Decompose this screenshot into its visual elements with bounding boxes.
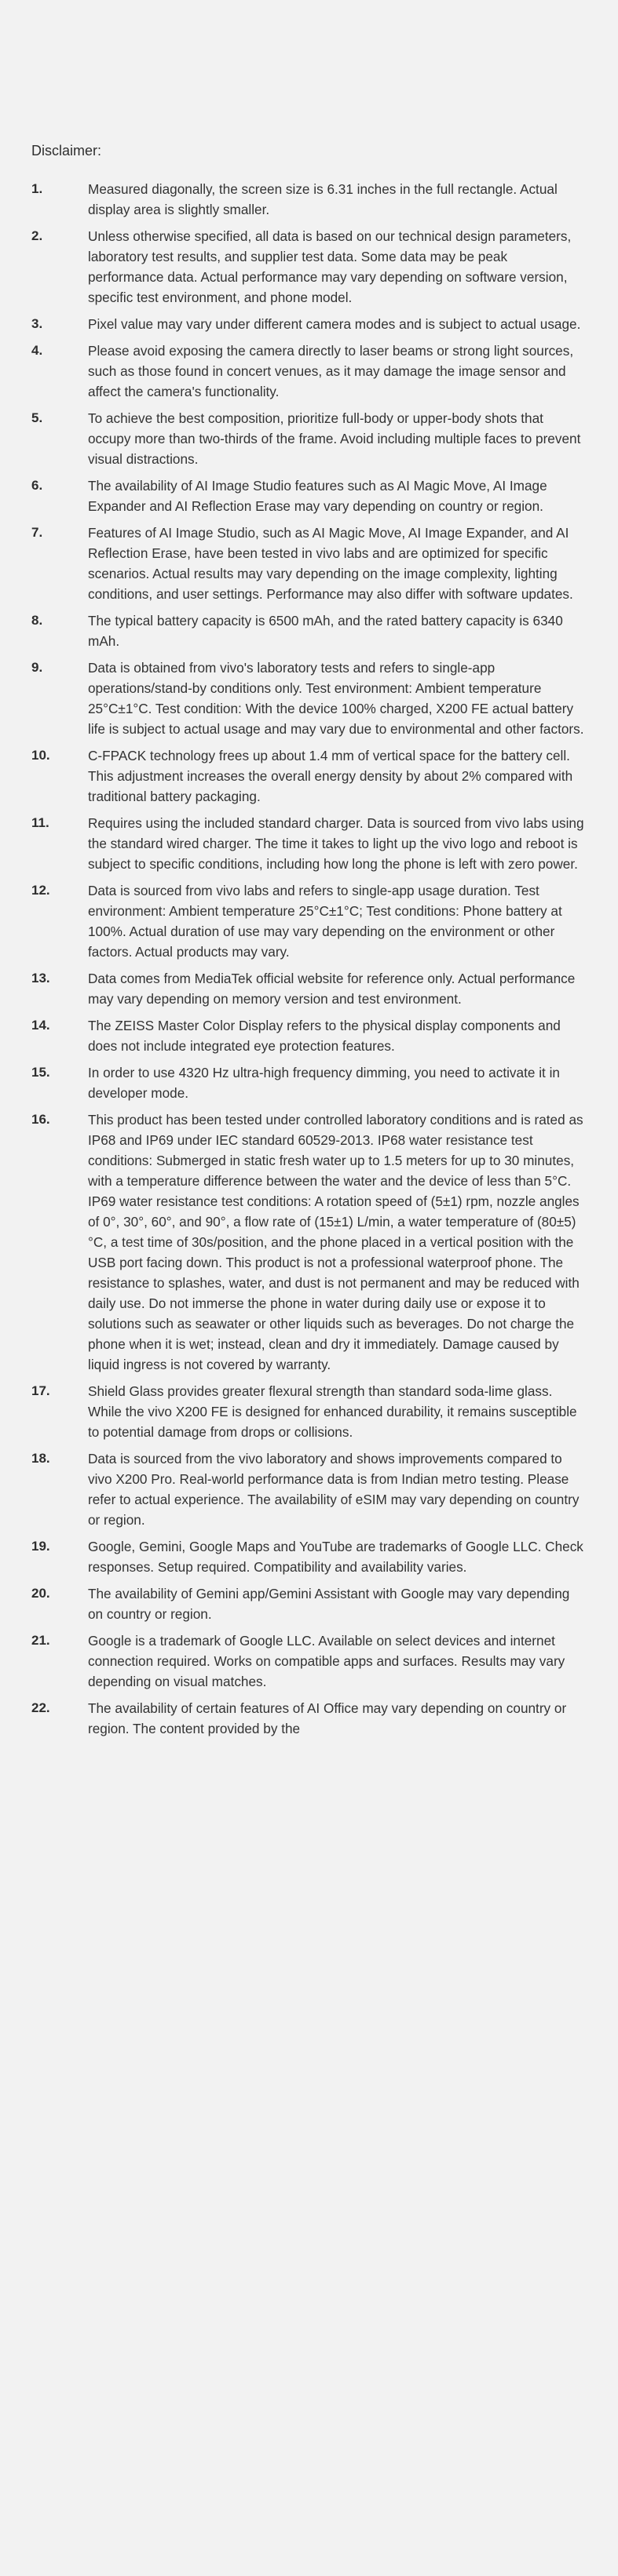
disclaimer-item xyxy=(31,341,587,402)
disclaimer-item-number: 13. xyxy=(31,971,50,986)
disclaimer-item-number: 2. xyxy=(31,228,43,243)
disclaimer-item-text: Pixel value may vary under different camera modes and is subject to actual usage. xyxy=(88,316,581,332)
disclaimer-item-number: 20. xyxy=(31,1586,50,1601)
disclaimer-item-number: 11. xyxy=(31,815,49,830)
disclaimer-item-number: 8. xyxy=(31,613,43,628)
disclaimer-item-number: 5. xyxy=(31,410,43,425)
disclaimer-item-text: The ZEISS Master Color Display refers to the physical display components and does not include integrated eye protection features. xyxy=(88,1018,561,1054)
disclaimer-item-text: The typical battery capacity is 6500 mAh, and the rated battery capacity is 6340 mAh. xyxy=(88,613,563,649)
disclaimer-title: Disclaimer: xyxy=(31,143,102,158)
disclaimer-item-text: Data is sourced from the vivo laboratory and shows improvements compared to vivo X200 Pro. Real-world performance data is from Indian metro testing. Please refer to actual experience. The availability of eSIM may vary depending on country or region. xyxy=(88,1451,580,1528)
disclaimer-item xyxy=(31,610,587,651)
disclaimer-item-text: In order to use 4320 Hz ultra-high frequency dimming, you need to activate it in developer mode. xyxy=(88,1065,560,1101)
disclaimer-item-number: 10. xyxy=(31,748,50,763)
disclaimer-item-number: 17. xyxy=(31,1383,50,1398)
disclaimer-item-text: Please avoid exposing the camera directly to laser beams or strong light sources, such as those found in concert venues, as it may damage the image sensor and affect the camera's functionality. xyxy=(88,343,574,399)
disclaimer-list xyxy=(31,179,587,1739)
disclaimer-item xyxy=(31,658,587,739)
disclaimer-item xyxy=(31,1062,587,1103)
disclaimer-item-number: 15. xyxy=(31,1065,50,1080)
disclaimer-item-text: Data is sourced from vivo labs and refers to single-app usage duration. Test environment: Ambient temperature 25°C±1°C; Test conditions: Phone battery at 100%. Actual duration of use may vary depending on the environment or other factors. Actual products may vary. xyxy=(88,883,562,960)
disclaimer-item-number: 7. xyxy=(31,525,43,540)
disclaimer-item-text: C-FPACK technology frees up about 1.4 mm of vertical space for the battery cell. This adjustment increases the overall energy density by about 2% compared with traditional battery packaging. xyxy=(88,748,573,804)
disclaimer-item-text: Measured diagonally, the screen size is 6.31 inches in the full rectangle. Actual display area is slightly smaller. xyxy=(88,181,558,217)
disclaimer-item-text: Google is a trademark of Google LLC. Available on select devices and internet connection required. Works on compatible apps and surfaces. Results may vary depending on visual matches. xyxy=(88,1633,565,1689)
disclaimer-item-text: Data is obtained from vivo's laboratory tests and refers to single-app operations/stand-by conditions only. Test environment: Ambient temperature 25°C±1°C. Test condition: With the device 100% charged, X200 FE actual battery life is subject to actual usage and may vary due to environmental and other factors. xyxy=(88,660,584,737)
disclaimer-item-number: 4. xyxy=(31,343,43,358)
disclaimer-item-text: Requires using the included standard charger. Data is sourced from vivo labs using the standard wired charger. The time it takes to light up the vivo logo and reboot is subject to specific conditions, including how long the phone is left with zero power. xyxy=(88,815,584,872)
disclaimer-item-number: 9. xyxy=(31,660,43,675)
disclaimer-item-number: 14. xyxy=(31,1018,50,1033)
disclaimer-item-number: 6. xyxy=(31,478,43,493)
disclaimer-item xyxy=(31,314,587,334)
disclaimer-item-text: Features of AI Image Studio, such as AI Magic Move, AI Image Expander, and AI Reflection Erase, have been tested in vivo labs and are optimized for specific scenarios. Actual results may vary depending on the image complexity, lighting conditions, and user settings. Performance may also differ with software updates. xyxy=(88,525,573,602)
disclaimer-item xyxy=(31,475,587,516)
disclaimer-item-number: 21. xyxy=(31,1633,50,1648)
disclaimer-item xyxy=(31,1448,587,1530)
disclaimer-item-number: 16. xyxy=(31,1112,50,1127)
disclaimer-item-text: Unless otherwise specified, all data is based on our technical design parameters, laboratory test results, and supplier test data. Some data may be peak performance data. Actual performance may vary depending on software version, specific test environment, and phone model. xyxy=(88,228,572,305)
disclaimer-item-text: The availability of Gemini app/Gemini Assistant with Google may vary depending on country or region. xyxy=(88,1586,570,1622)
disclaimer-item xyxy=(31,968,587,1009)
disclaimer-item xyxy=(31,1536,587,1577)
disclaimer-item-text: The availability of AI Image Studio features such as AI Magic Move, AI Image Expander and AI Reflection Erase may vary depending on country or region. xyxy=(88,478,547,514)
disclaimer-item-number: 19. xyxy=(31,1539,50,1554)
disclaimer-item-number: 3. xyxy=(31,316,43,331)
disclaimer-item-text: Data comes from MediaTek official website for reference only. Actual performance may vary depending on memory version and test environment. xyxy=(88,971,576,1007)
disclaimer-item xyxy=(31,1698,587,1739)
disclaimer-item xyxy=(31,813,587,874)
disclaimer-item xyxy=(31,523,587,604)
disclaimer-item xyxy=(31,745,587,807)
disclaimer-item-text: Shield Glass provides greater flexural strength than standard soda-lime glass. While the vivo X200 FE is designed for enhanced durability, it remains susceptible to potential damage from drops or collisions. xyxy=(88,1383,577,1440)
disclaimer-item xyxy=(31,880,587,962)
disclaimer-item-number: 12. xyxy=(31,883,50,898)
disclaimer-item-number: 1. xyxy=(31,181,43,196)
disclaimer-item xyxy=(31,226,587,308)
disclaimer-item xyxy=(31,179,587,220)
disclaimer-item xyxy=(31,1381,587,1442)
disclaimer-item-text: Google, Gemini, Google Maps and YouTube are trademarks of Google LLC. Check responses. Setup required. Compatibility and availability varies. xyxy=(88,1539,583,1575)
disclaimer-item xyxy=(31,408,587,469)
disclaimer-item-text: This product has been tested under controlled laboratory conditions and is rated as IP68 and IP69 under IEC standard 60529-2013. IP68 water resistance test conditions: Submerged in static fresh water up to 1.5 meters for up to 30 minutes, with a temperature difference between the water and the device of less than 5°C. IP69 water resistance test conditions: A rotation speed of (5±1) rpm, nozzle angles of 0°, 30°, 60°, and 90°, a flow rate of (15±1) L/min, a water temperature of (80±5)°C, a test time of 30s/position, and the phone placed in a vertical position with the USB port facing down. This product is not a professional waterproof phone. The resistance to splashes, water, and dust is not permanent and may be reduced with daily use. Do not immerse the phone in water during daily use or expose it to solutions such as seawater or other liquids such as beverages. Do not charge the phone when it is wet; instead, clean and dry it immediately. Damage caused by liquid ingress is not covered by warranty. xyxy=(88,1112,583,1372)
disclaimer-item-number: 18. xyxy=(31,1451,50,1466)
disclaimer-item xyxy=(31,1015,587,1056)
disclaimer-item-text: The availability of certain features of AI Office may vary depending on country or region. The content provided by the xyxy=(88,1700,567,1736)
disclaimer-item-number: 22. xyxy=(31,1700,50,1715)
disclaimer-item xyxy=(31,1583,587,1624)
disclaimer-item xyxy=(31,1630,587,1692)
disclaimer-item-text: To achieve the best composition, prioritize full-body or upper-body shots that occupy more than two-thirds of the frame. Avoid including multiple faces to prevent visual distractions. xyxy=(88,410,581,467)
disclaimer-item xyxy=(31,1109,587,1375)
